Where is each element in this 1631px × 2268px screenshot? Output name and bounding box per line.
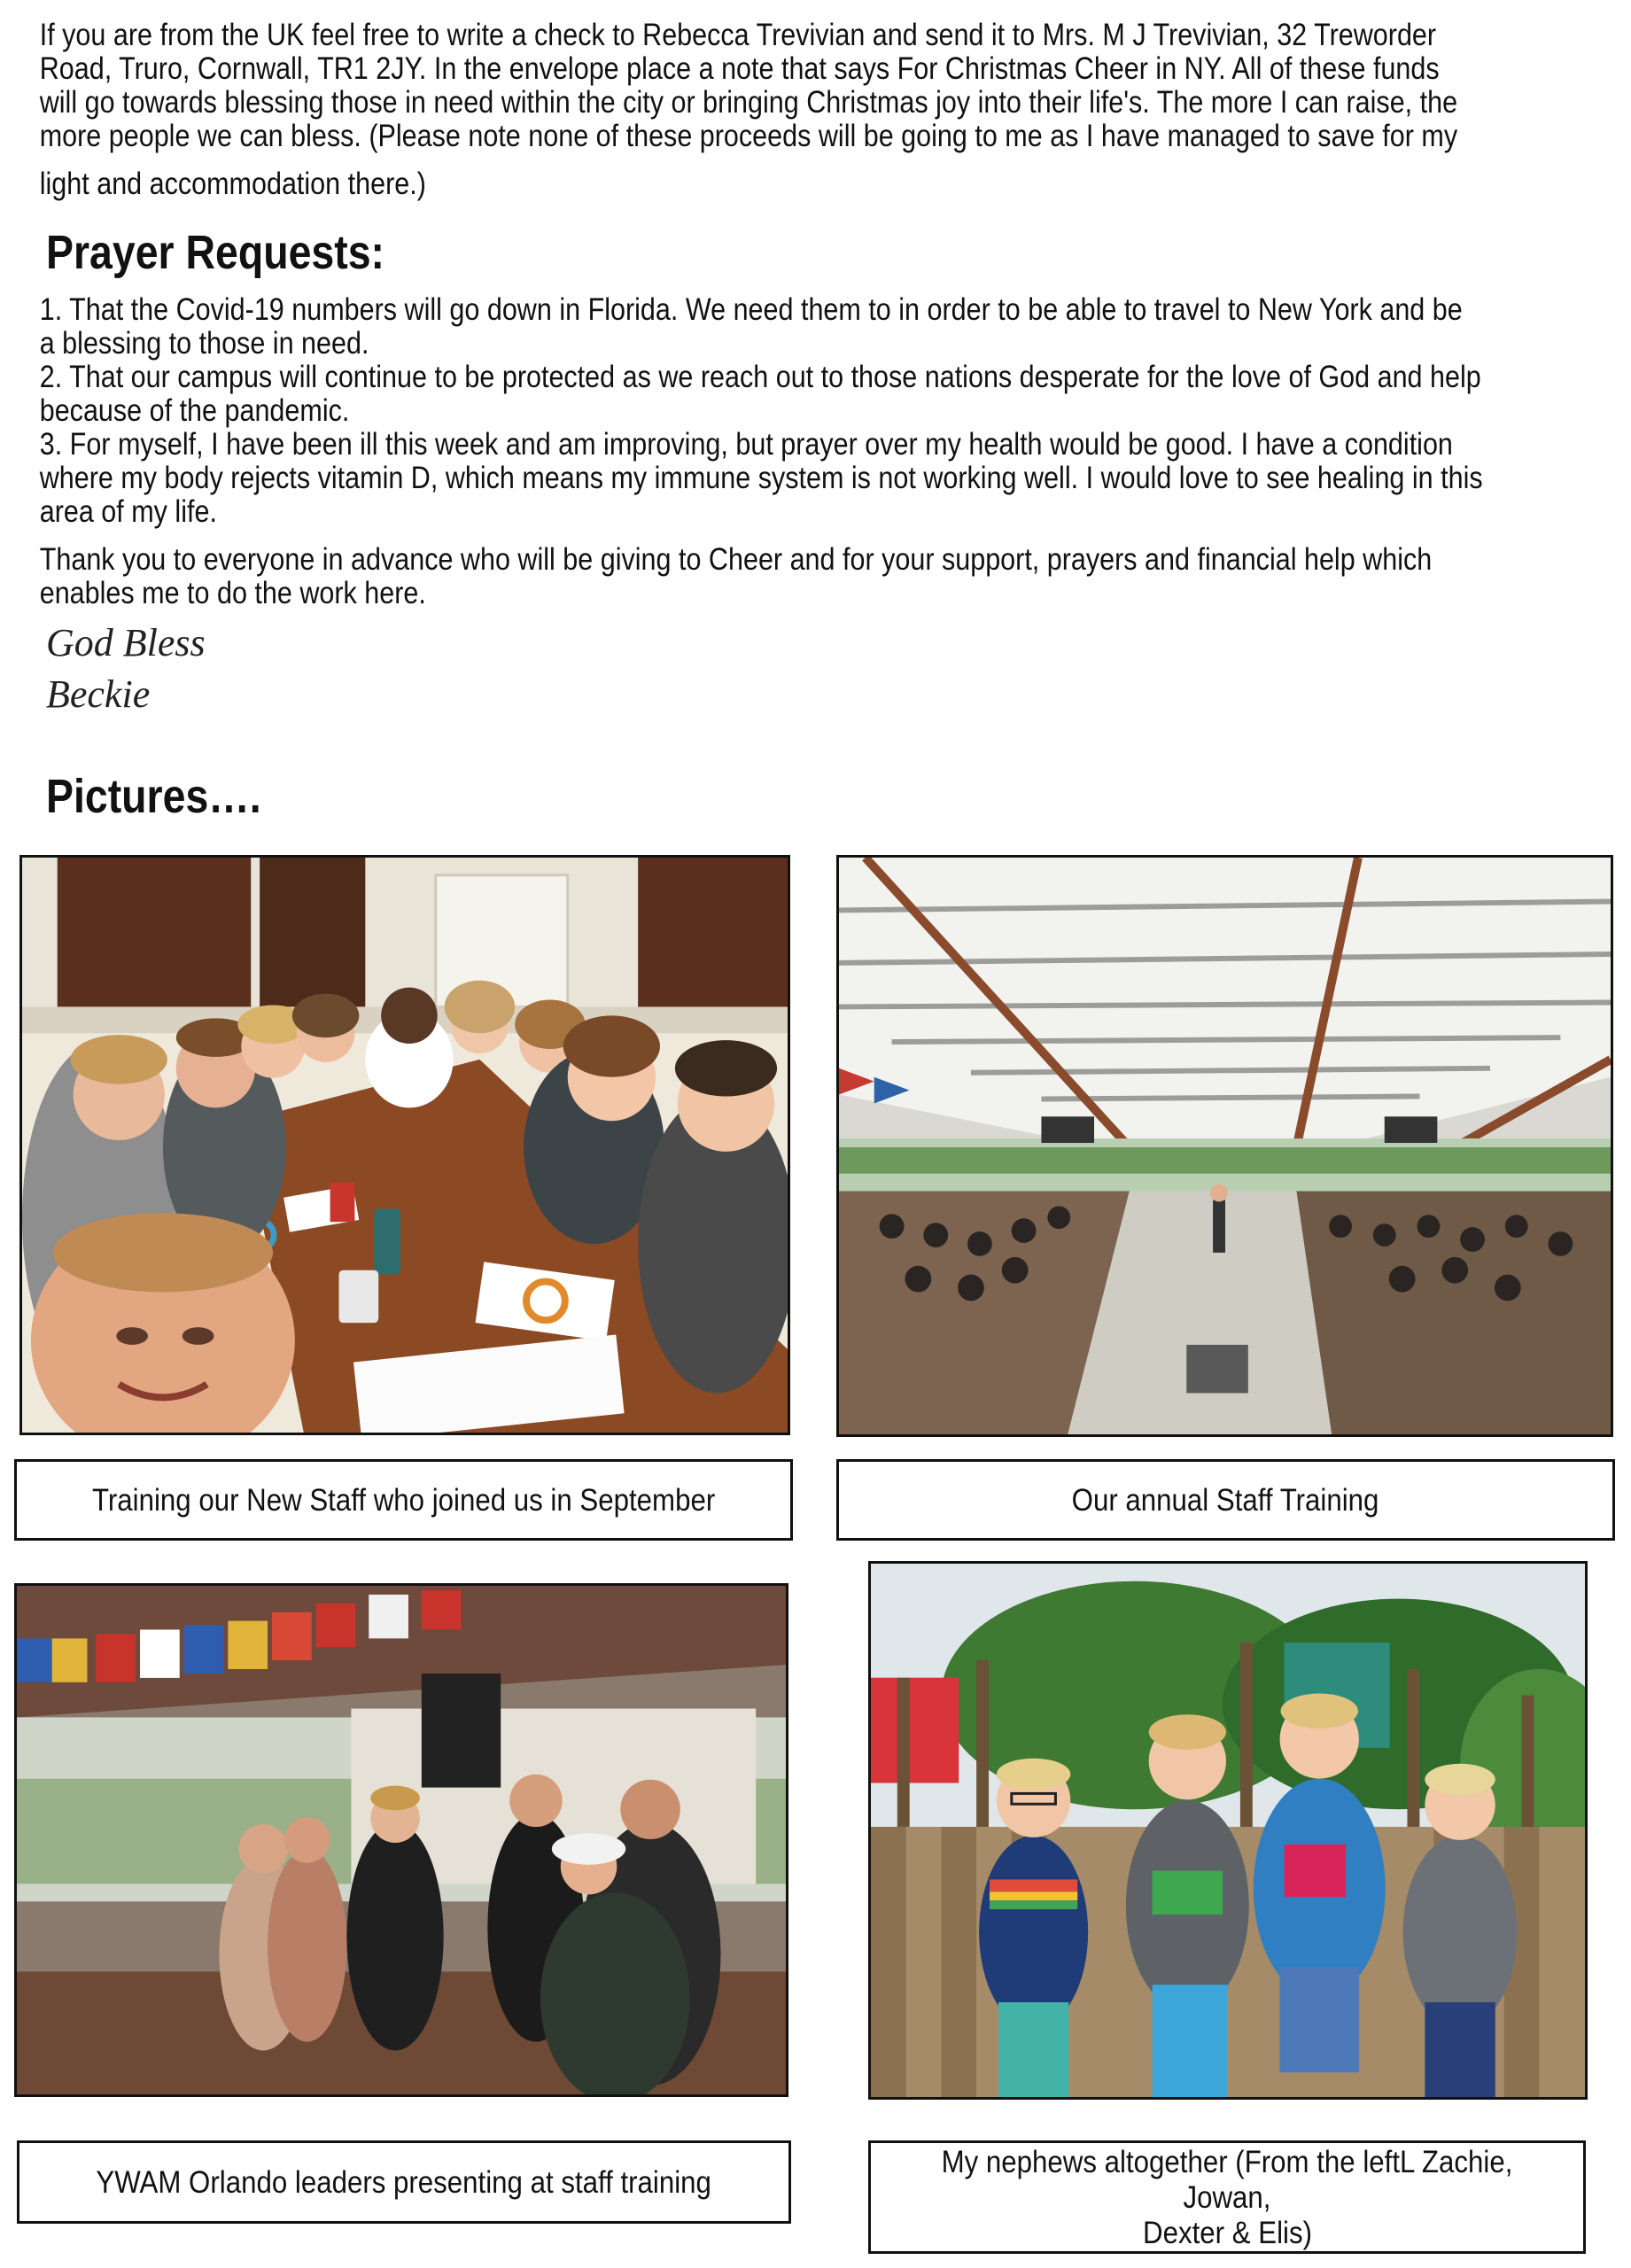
intro-line: more people we can bless. (Please note none of these proceeds will be going to me as I have managed to save for my	[39, 118, 1458, 153]
intro-line: light and accommodation there.)	[39, 166, 426, 201]
photo-annual-training-image	[839, 858, 1611, 1434]
photo-nephews-image	[871, 1564, 1585, 2097]
prayer-line: where my body rejects vitamin D, which means my immune system is not working well. I would love to see healing in this	[39, 460, 1483, 495]
caption-new-staff-text: Training our New Staff who joined us in September	[91, 1482, 716, 1518]
caption-nephews-text-line-2: Dexter & Elis)	[1142, 2215, 1312, 2250]
caption-new-staff	[14, 1459, 793, 1541]
photo-nephews	[868, 1561, 1588, 2100]
photo-leaders-image	[17, 1586, 786, 2094]
photo-new-staff-training	[19, 855, 790, 1435]
thanks-line: enables me to do the work here.	[39, 575, 426, 610]
intro-line: Road, Truro, Cornwall, TR1 2JY. In the envelope place a note that says For Christmas Cheer in NY. All of these funds	[39, 50, 1440, 86]
prayer-line: 2. That our campus will continue to be protected as we reach out to those nations desperate for the love of God and help	[39, 359, 1481, 394]
caption-nephews-text-line-1: My nephews altogether (From the leftL Zachie, Jowan,	[941, 2144, 1513, 2215]
photo-leaders-presenting	[14, 1583, 788, 2097]
caption-leaders-text: YWAM Orlando leaders presenting at staff training	[96, 2164, 712, 2200]
prayer-line: 1. That the Covid-19 numbers will go down in Florida. We need them to in order to be able to travel to New York and be	[39, 291, 1463, 327]
caption-leaders	[17, 2140, 791, 2224]
thanks-line: Thank you to everyone in advance who will be giving to Cheer and for your support, prayers and financial help which	[39, 541, 1433, 577]
signature-line-1: God Bless	[46, 621, 206, 664]
prayer-line: because of the pandemic.	[39, 392, 350, 428]
signature-line-2: Beckie	[46, 672, 151, 716]
prayer-line: a blessing to those in need.	[39, 325, 369, 361]
caption-annual-training	[836, 1459, 1615, 1541]
intro-line: If you are from the UK feel free to write a check to Rebecca Trevivian and send it to Mrs. M J Trevivian, 32 Treworder	[39, 17, 1437, 52]
caption-nephews	[868, 2140, 1586, 2254]
prayer-line: 3. For myself, I have been ill this week and am improving, but prayer over my health would be good. I have a condition	[39, 426, 1453, 462]
intro-line: will go towards blessing those in need within the city or bringing Christmas joy into their life's. The more I can raise, the	[39, 84, 1458, 120]
pictures-heading: Pictures….	[46, 770, 261, 823]
prayer-heading: Prayer Requests:	[46, 226, 385, 279]
photo-annual-staff-training	[836, 855, 1613, 1437]
photo-new-staff-image	[22, 858, 788, 1433]
prayer-line: area of my life.	[39, 493, 217, 529]
caption-annual-training-text: Our annual Staff Training	[1072, 1482, 1379, 1518]
